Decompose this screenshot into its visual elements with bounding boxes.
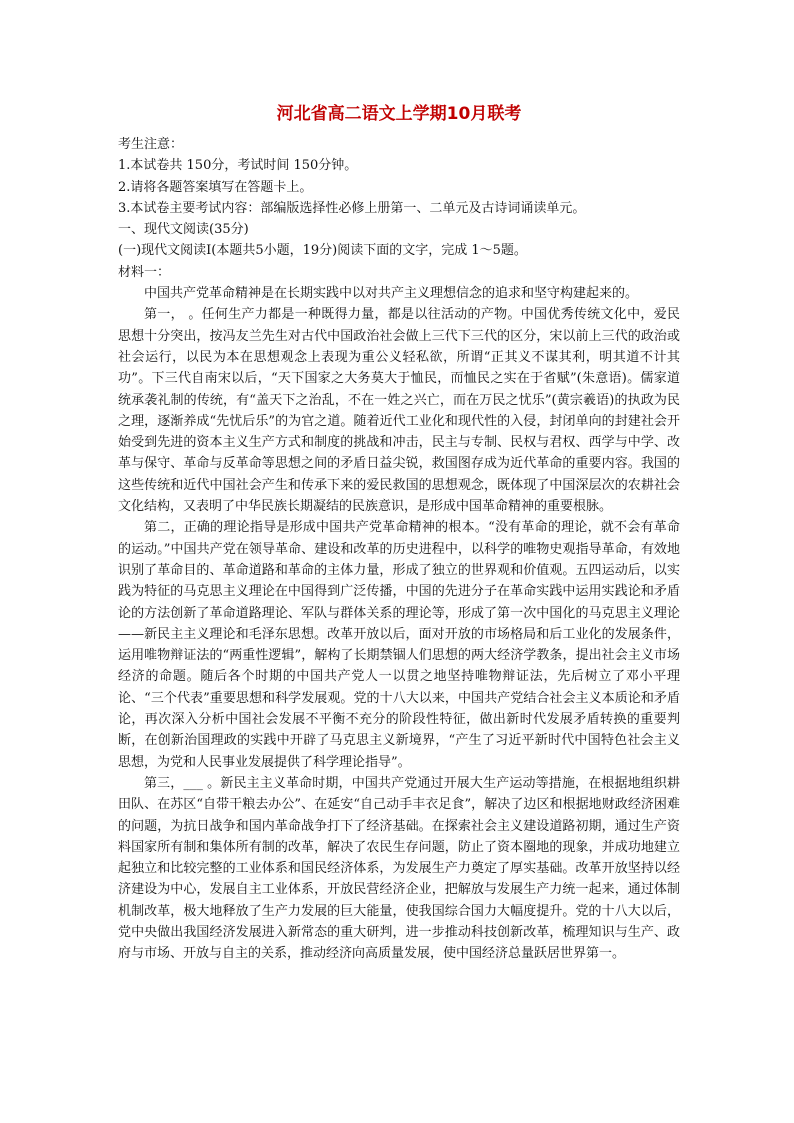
- page-title: 河北省高二语文上学期10月联考: [276, 104, 522, 124]
- material-label: 材料一：: [118, 264, 171, 280]
- body-paragraph: 中国共产党革命精神是在长期实践中以对共产主义理想信念的追求和坚守构建起来的。: [144, 286, 639, 302]
- body-paragraph: 第二，正确的理论指导是形成中国共产党革命精神的根本。“没有革命的理论，就不会有革命的运动。”中国共产党在领导革命、建设和改革的历史进程中，以科学的唯物史观指导革命，有效地识别了革命目的、革命道路和革命的主体力量，形成了独立的世界观和价值观。五四运动后，以实践为特征的马克思主义理论在中国得到广泛传播，中国的先进分子在革命实践中运用实践论和矛盾论的方法创新了革命道路理论、军队与群体关系的理论等，形成了第一次中国化的马克思主义理论——新民主主义理论和毛泽东思想。改革开放以后，面对开放的市场格局和后工业化的发展条件，运用唯物辩证法的“两重性逻辑”，解构了长期禁锢人们思想的两大经济学教条，提出社会主义市场经济的命题。随后各个时期的中国共产党人一以贯之地坚持唯物辩证法，先后树立了邓小平理论、“三个代表”重要思想和科学发展观。党的十八大以来，中国共产党结合社会主义本质论和矛盾论，再次深入分析中国社会发展不平衡不充分的阶段性特征，做出新时代发展矛盾转换的重要判断，在创新治国理政的实践中开辟了马克思主义新境界，“产生了习近平新时代中国特色社会主义思想，为党和人民事业发展提供了科学理论指导”。: [118, 520, 680, 770]
- section-heading: 一、现代文阅读(35分): [118, 222, 249, 238]
- exam-page: [118, 100, 680, 965]
- body-paragraph: 第三，___ 。新民主主义革命时期，中国共产党通过开展大生产运动等措施，在根据地组织耕田队、在苏区“自带干粮去办公”、在延安“自己动手丰衣足食”，解决了边区和根据地财政经济困难的问题，为抗日战争和国内革命战争打下了经济基础。在探索社会主义建设道路初期，通过生产资料国家所有制和集体所有制的改革，解决了农民生存问题，防止了资本圈地的现象，并成功地建立起独立和比较完整的工业体系和国民经济体系，为发展生产力奠定了厚实基础。改革开放坚持以经济建设为中心，发展自主工业体系，开放民营经济企业，把解放与发展生产力统一起来，通过体制机制改革，极大地释放了生产力发展的巨大能量，使我国综合国力大幅度提升。党的十八大以后，党中央做出我国经济发展进入新常态的重大研判，进一步推动科技创新改革，梳理知识与生产、政府与市场、开放与自主的关系，推动经济向高质量发展，使中国经济总量跃居世界第一。: [118, 775, 680, 962]
- notice-item: 1.本试卷共 150分，考试时间 150分钟。: [118, 158, 358, 174]
- notice-item: 2.请将各题答案填写在答题卡上。: [118, 179, 313, 195]
- notice-heading: 考生注意：: [118, 137, 184, 152]
- subsection-heading: (一)现代文阅读Ⅰ(本题共5小题，19分)阅读下面的文字，完成 1～5题。: [118, 243, 527, 259]
- body-paragraph: 第一， 。任何生产力都是一种既得力量，都是以往活动的产物。中国优秀传统文化中，爱民思想十分突出，按冯友兰先生对古代中国政治社会做上三代下三代的区分，宋以前上三代的政治或社会运行，以民为本在思想观念上表现为重公义轻私欲，所谓“正其义不谋其利，明其道不计其功”。下三代自南宋以后，“天下国家之大务莫大于恤民，而恤民之实在于省赋”(朱意语)。儒家道统承袭礼制的传统，有“盖天下之治乱，不在一姓之兴亡，而在万民之忧乐”(黄宗羲语)的执政为民之理，逐渐养成“先忧后乐”的为官之道。随着近代工业化和现代性的入侵，封闭单向的封建社会开始受到先进的资本主义生产方式和制度的挑战和冲击，民主与专制、民权与君权、西学与中学、改革与保守、革命与反革命等思想之间的矛盾日益尖锐，救国图存成为近代革命的重要内容。我国的这些传统和近代中国社会产生和传承下来的爱民救国的思想观念，既体现了中国深层次的农耕社会文化结构，又表明了中华民族长期凝结的民族意识，是形成中国革命精神的重要根脉。: [118, 307, 680, 515]
- notice-item: 3.本试卷主要考试内容：部编版选择性必修上册第一、二单元及古诗词诵读单元。: [118, 200, 586, 216]
